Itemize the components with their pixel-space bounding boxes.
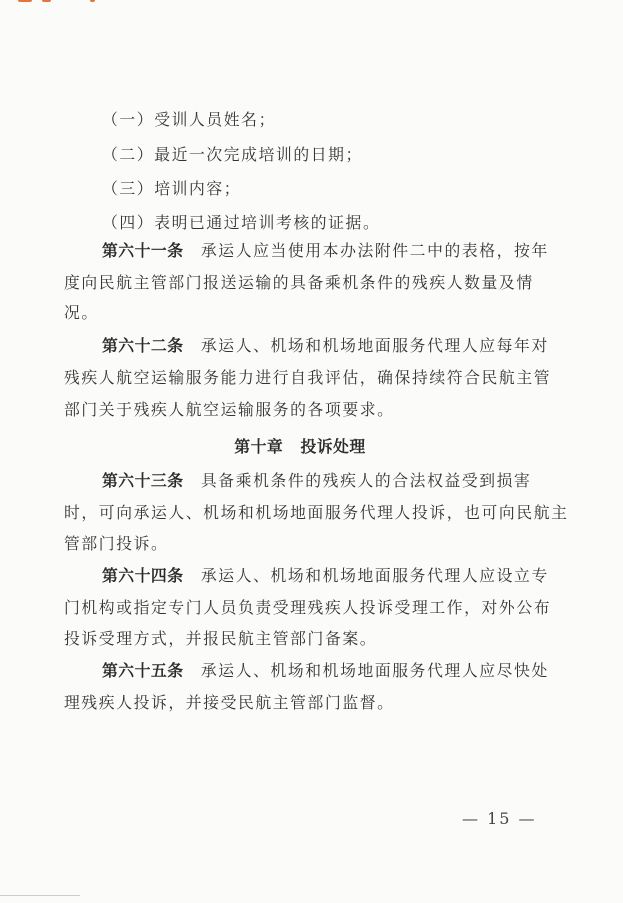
article-64-line1: 第六十四条 承运人、机场和机场地面服务代理人应设立专 [102,566,549,585]
article-62-line2: 残疾人航空运输服务能力进行自我评估，确保持续符合民航主管 [64,368,552,387]
article-63-label: 第六十三条 [102,471,184,490]
article-62-label: 第六十二条 [102,336,184,355]
article-61-line1: 第六十一条 承运人应当使用本办法附件二中的表格，按年 [102,241,549,260]
chapter-number: 第十章 [234,437,284,456]
article-62-line1: 第六十二条 承运人、机场和机场地面服务代理人应每年对 [102,336,549,355]
list-item: （二）最近一次完成培训的日期； [102,145,363,164]
article-63-line1: 第六十三条 具备乘机条件的残疾人的合法权益受到损害 [102,471,532,490]
article-62-line3: 部门关于残疾人航空运输服务的各项要求。 [64,400,395,419]
article-65-line2: 理残疾人投诉，并接受民航主管部门监督。 [64,693,395,712]
list-item: （一）受训人员姓名； [102,110,276,129]
article-61-line3: 况。 [64,303,99,322]
article-65-line1: 第六十五条 承运人、机场和机场地面服务代理人应尽快处 [102,661,549,680]
article-61-label: 第六十一条 [102,241,184,260]
list-item: （三）培训内容； [102,179,242,198]
list-item: （四）表明已通过培训考核的证据。 [102,213,381,232]
scan-color-mark [0,0,100,6]
article-65-label: 第六十五条 [102,661,184,680]
article-63-line2: 时，可向承运人、机场和机场地面服务代理人投诉，也可向民航主 [64,503,569,522]
article-64-line2: 门机构或指定专门人员负责受理残疾人投诉受理工作，对外公布 [64,598,552,617]
article-64-line3: 投诉受理方式，并报民航主管部门备案。 [64,629,378,648]
chapter-heading [64,434,536,460]
page-number: — 15 — [462,809,537,828]
scan-edge-line [0,895,80,896]
article-64-label: 第六十四条 [102,566,184,585]
article-61-line2: 度向民航主管部门报送运输的具备乘机条件的残疾人数量及情 [64,273,534,292]
chapter-title: 投诉处理 [300,437,366,456]
article-63-line3: 管部门投诉。 [64,534,169,553]
